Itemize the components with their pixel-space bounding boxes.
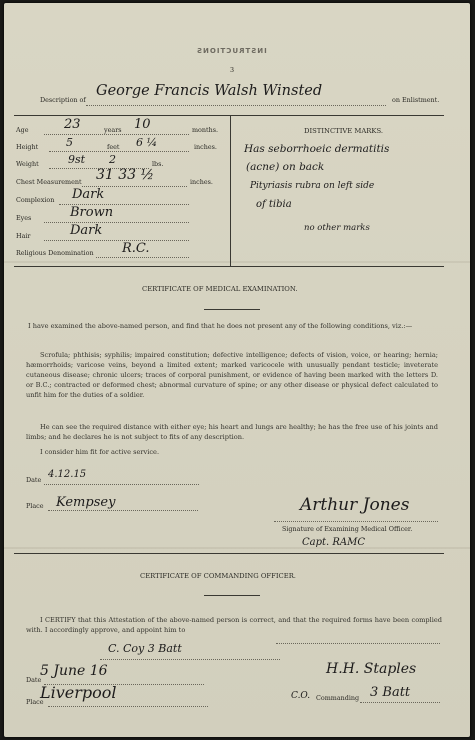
- medical-date-value: 4.12.15: [48, 469, 87, 480]
- weight-stone: 9st: [68, 153, 86, 166]
- mirrored-heading: INSTRUCTIONS: [196, 47, 267, 55]
- medical-date-label: Date: [26, 476, 42, 484]
- commanding-date-value: 5 June 16: [40, 663, 108, 679]
- medical-conditions: Scrofula; phthisis; syphilis; impaired constitution; defective intelligence; defects of vision, voice, or hearing; hernia; hæmorrhoids; varicose veins, beyond a limited extent; marked varicocele with unusually pendant testicle; inveterate cutaneous disease; chronic ulcers; traces of corporal punishment, or evidence of having been marked with the letters D. or B.C.; contracted or deformed chest; abnormal curvature of spine; or any other disease or physical defect calculated to unfit him for the duties of a soldier.: [26, 351, 438, 399]
- height-feet: 5: [66, 136, 73, 149]
- recruit-name: George Francis Walsh Winsted: [96, 83, 323, 99]
- medical-fitness: He can see the required distance with either eye; his heart and lungs are healthy; he has the free use of his joints and limbs; and he declares he is not subject to fits of any description.: [26, 423, 438, 441]
- inches-label: inches.: [194, 143, 217, 151]
- on-enlistment-label: on Enlistment.: [392, 96, 440, 104]
- commanding-date-label: Date: [26, 676, 42, 684]
- commanding-label: Commanding: [316, 694, 360, 702]
- medical-officer-rank: Capt. RAMC: [302, 537, 366, 548]
- eyes-label: Eyes: [16, 214, 32, 222]
- hair-value: Dark: [70, 223, 103, 238]
- commanding-certify: I CERTIFY that this Attestation of the above-named person is correct, and that the required forms have been complied with. I accordingly approve, and appoint him to: [26, 616, 442, 634]
- medical-intro: I have examined the above-named person, and find that he does not present any of the following conditions, viz.:—: [28, 322, 413, 330]
- hair-label: Hair: [16, 232, 31, 240]
- medical-heading: CERTIFICATE OF MEDICAL EXAMINATION.: [142, 285, 298, 293]
- feet-label: feet: [107, 143, 120, 151]
- chest-value: 31 33 ½: [96, 167, 155, 183]
- age-years: 23: [64, 117, 81, 132]
- age-label: Age: [16, 126, 29, 134]
- fold-line: [4, 547, 470, 549]
- religion-label: Religious Denomination: [16, 249, 94, 257]
- height-inches: 6 ¼: [136, 136, 158, 149]
- commanding-place-label: Place: [26, 698, 44, 706]
- commanding-place-value: Liverpool: [40, 683, 117, 702]
- marks-line: Has seborrhoeic dermatitis: [244, 143, 390, 155]
- commanding-unit: 3 Batt: [370, 685, 411, 700]
- marks-line: of tibia: [256, 199, 292, 210]
- chest-label: Chest Measurement: [16, 178, 82, 186]
- appointed-unit: C. Coy 3 Batt: [108, 642, 182, 655]
- weight-label: Weight: [16, 160, 39, 168]
- commanding-officer-signature: H.H. Staples: [326, 661, 417, 677]
- marks-line: (acne) on back: [246, 161, 325, 173]
- description-label: Description of: [40, 96, 86, 104]
- medical-place-label: Place: [26, 502, 44, 510]
- religion-value: R.C.: [122, 241, 150, 256]
- marks-line: no other marks: [304, 223, 370, 233]
- co-label: C.O.: [291, 691, 311, 701]
- commanding-heading: CERTIFICATE OF COMMANDING OFFICER.: [140, 572, 296, 580]
- medical-place-value: Kempsey: [56, 495, 116, 510]
- marks-line: Pityriasis rubra on left side: [250, 181, 375, 191]
- years-label: years: [104, 126, 122, 134]
- age-months: 10: [134, 117, 151, 132]
- signature-caption: Signature of Examining Medical Officer.: [282, 525, 413, 533]
- chest-inches-label: inches.: [190, 178, 213, 186]
- height-label: Height: [16, 143, 39, 151]
- medical-conclusion: I consider him fit for active service.: [40, 448, 160, 456]
- complexion-value: Dark: [72, 187, 105, 202]
- fold-line: [4, 261, 470, 263]
- medical-officer-signature: Arthur Jones: [300, 495, 410, 515]
- lbs-label: lbs.: [152, 160, 164, 168]
- months-label: months.: [192, 126, 219, 134]
- complexion-label: Complexion: [16, 196, 55, 204]
- page-number: 3: [230, 66, 235, 74]
- eyes-value: Brown: [70, 205, 114, 220]
- attestation-page: [4, 3, 470, 737]
- distinctive-marks-heading: DISTINCTIVE MARKS.: [304, 127, 384, 135]
- weight-lbs: 2: [109, 153, 116, 166]
